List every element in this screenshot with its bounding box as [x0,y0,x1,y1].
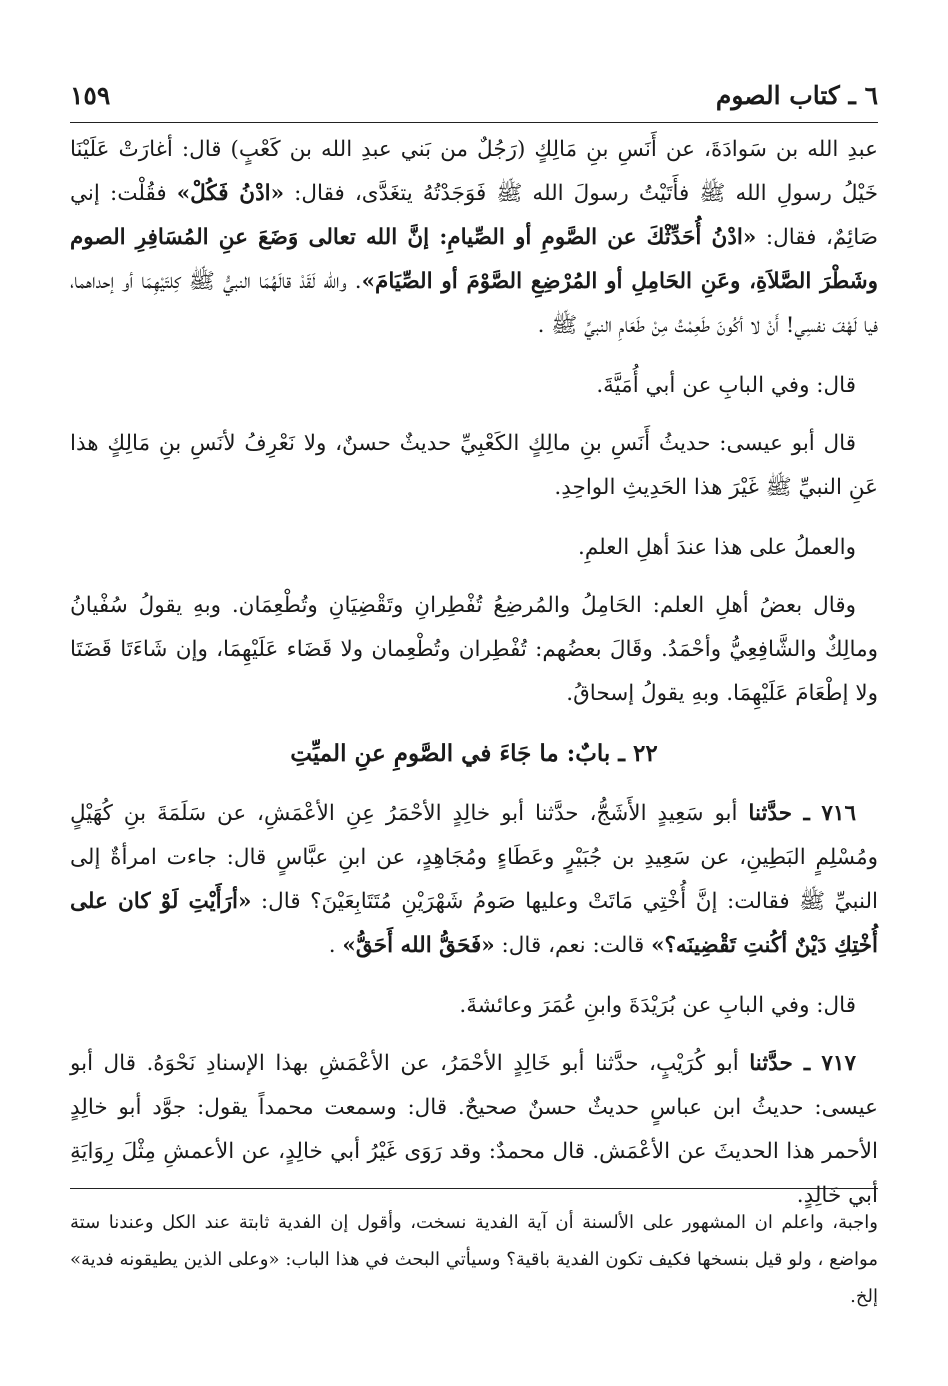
footnote-text: واجبة، واعلم ان المشهور على الألسنة أن آية الفدية نسخت، وأقول إن الفدية ثابتة عند الكل وعندنا ستة مواضع ، ولو قيل بنسخها فكيف تكون الفدية باقية؟ وسيأتي البحث في هذا الباب: «وعلى الذين يطيقونه فدية» إلخ. [70,1212,878,1307]
prophet-quote: «فَحَقُّ الله أَحَقُّ» [342,933,495,958]
hadith-number: ٧١٦ ـ حدَّثنا [748,801,856,826]
hadith-number: ٧١٧ ـ حدَّثنا [749,1051,856,1076]
hadith-716 [70,792,878,968]
paragraph-abu-isa-comment: قال أبو عيسى: حديثُ أَنَسِ بنِ مالِكٍ الكَعْبِيِّ حديثٌ حسنٌ، ولا نَعْرِفُ لأنَسِ بنِ مَالِكٍ هذا عَنِ النبيِّ ﷺ غَيْرَ هذا الحَدِيثِ الواحِدِ. [70,431,878,500]
page-number: ١٥٩ [70,80,111,110]
paragraph-scholars-opinion: وقال بعضُ أهلِ العلم: الحَامِلُ والمُرضِعُ تُفْطِرانِ وتَقْضِيَانِ وتُطْعِمَان. وبهِ يقولُ سُفْيانُ ومالِكٌ والشَّافِعِيُّ وأحْمَدُ. وقَالَ بعضُهم: تُفْطِران وتُطْعِمان ولا قَضَاء عَلَيْهِمَا، وإن شَاءَتَا قَضَتَا ولا إطْعَامَ عَلَيْهِمَا. وبهِ يقولُ إسحاقُ. [70,593,878,706]
text-run: فقُلْت: إني صَائِمٌ، فقال: [70,181,878,250]
paragraph-practice: والعملُ على هذا عندَ أهلِ العلمِ. [578,535,856,560]
prophet-quote: «ادْنُ فَكُلْ» [176,181,285,206]
text-run: عبدِ الله بن سَوادَةَ، عن أَنَسِ بنِ مَالِكٍ (رَجُلٌ من بَني عبدِ الله بن كَعْبٍ) قال: أغارَتْ عَلَيْنَا خَيْلُ رسولِ الله ﷺ فأَتَيْتُ رسولَ الله ﷺ فَوَجَدْتُهُ يتغَدَّى، فقال: [70,137,878,206]
header-divider [70,122,878,123]
paragraph-chapter-note-2: قال: وفي البابِ عن بُرَيْدَةَ وابنِ عُمَرَ وعائشةَ. [459,993,856,1018]
paragraph-hadith-continuation [70,128,878,348]
hadith-717 [70,1042,878,1218]
text-run: . والله لَقَدْ قالَهُمَا النبيُّ ﷺ كِلتَيْهِمَا أو إحداهما، فيا لَهْفَ نفسِي! أَنْ لا أكُونَ طَعِمْتُ مِنْ طَعَامِ النبيِّ ﷺ . [70,269,878,338]
paragraph-chapter-note: قال: وفي البابِ عن أبي أُمَيَّةَ. [596,373,856,398]
footnote [70,1204,878,1315]
text-run: أبو كُرَيْبٍ، حدَّثنا أبو خَالِدٍ الأحْمَرُ، عن الأعْمَشِ بهذا الإسنادِ نَحْوَهُ. قال أبو عيسى: حديثُ ابن عباسٍ حديثٌ حسنٌ صحيحٌ. قال: وسمعت محمداً يقول: جوَّد أبو خالِدٍ الأحمر هذا الحديثَ عن الأعْمَش. قال محمدٌ: وقد رَوَى غَيْرُ أبي خالِدٍ، عن الأعمشِ مِثْلَ رِوَايَةِ أبي خَالِدٍ. [70,1051,878,1208]
main-text [70,128,878,1234]
chapter-title: ٢٢ ـ بابٌ: ما جَاءَ في الصَّومِ عنِ الميِّتِ [290,740,658,767]
prophet-quote: «ادْنُ أُحَدِّثْكَ عن الصَّومِ أو الصِّيامِ: إنَّ الله تعالى وَضَعَ عنِ المُسَافِرِ الصوم وشَطْرَ الصَّلاَةِ، وعَنِ الحَامِلِ أو المُرْضِعِ الصَّوْمَ أو الصِّيَامَ» [70,225,878,294]
text-run: قالت: نعم، قال: [494,933,652,958]
text-run: . [328,933,343,958]
text-run: أبو سَعِيدٍ الأَشَجُّ، حدَّثنا أبو خالِدٍ الأحْمَرُ عِنِ الأعْمَشِ، عن سَلَمَةَ بنِ كُهَيْلٍ ومُسْلِمٍ البَطِينِ، عن سَعِيدِ بن جُبَيْرٍ وعَطَاءٍ ومُجَاهِدٍ، عن ابنِ عبَّاسٍ قال: جاءت امرأةٌ إلى النبيِّ ﷺ فقالت: إنَّ أُخْتِي مَاتَتْ وعليها صَومُ شَهْرَيْنِ مُتَتَابِعَيْنَ؟ قال: [70,801,878,914]
running-title: ٦ ـ كتاب الصوم [715,80,878,110]
page-header [70,70,878,120]
prophet-quote: «أرَأَيْتِ لَوْ كان على أُخْتِكِ دَيْنٌ أكُنتِ تَقْضِينَه؟» [70,889,878,958]
footnote-divider [70,1188,878,1189]
